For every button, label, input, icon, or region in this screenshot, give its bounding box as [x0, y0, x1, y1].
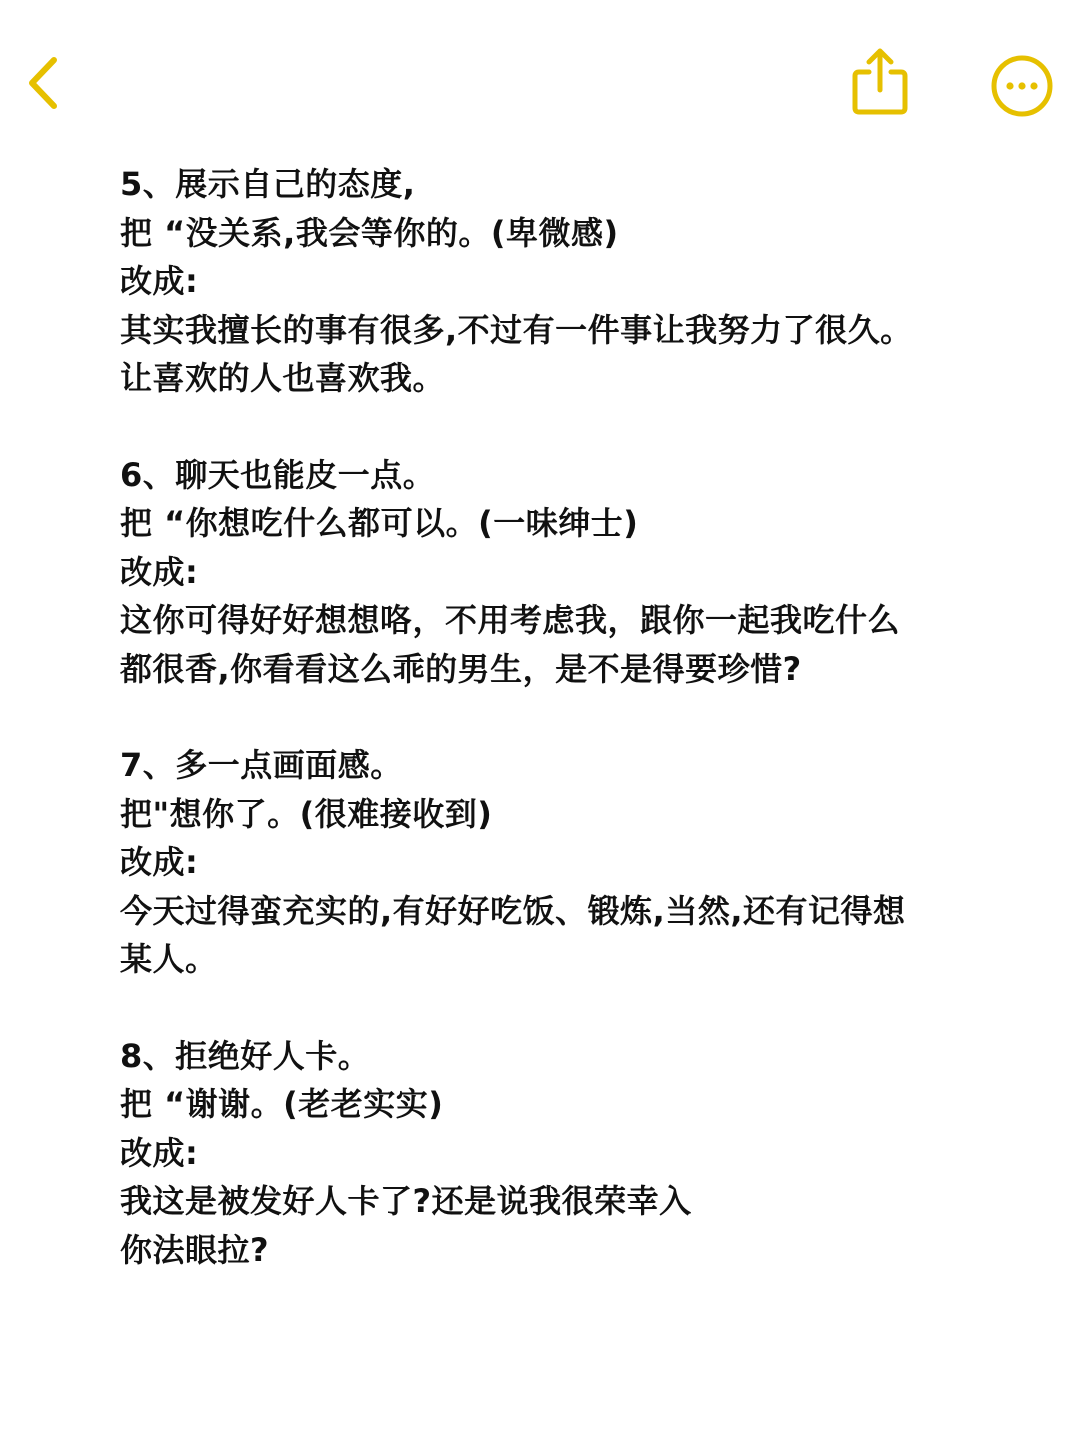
- more-button[interactable]: [986, 50, 1058, 122]
- change-label: 改成:: [120, 843, 199, 881]
- note-section: [120, 160, 1020, 403]
- rewrite-line: 今天过得蛮充实的,有好好吃饭、锻炼,当然,还有记得想: [120, 891, 906, 930]
- rewrite-line: 其实我擅长的事有很多,不过有一件事让我努力了很久。: [120, 310, 913, 349]
- original-phrase: 把 “你想吃什么都可以。(一味绅士): [120, 504, 639, 542]
- section-heading: 5、展示自己的态度,: [120, 165, 416, 203]
- rewrite-line: 都很香,你看看这么乖的男生，是不是得要珍惜?: [120, 649, 802, 688]
- share-icon: [845, 42, 915, 122]
- note-section: [120, 741, 1020, 984]
- change-label: 改成:: [120, 552, 199, 591]
- original-phrase: 把 “谢谢。(老老实实): [120, 1085, 444, 1123]
- note-body: [120, 160, 1020, 1322]
- note-section: [120, 1032, 1020, 1275]
- back-button[interactable]: [20, 50, 70, 116]
- section-heading: 8、拒绝好人卡。: [120, 1036, 371, 1075]
- navigation-bar: [0, 0, 1080, 160]
- rewrite-line: 我这是被发好人卡了?还是说我很荣幸入: [120, 1182, 692, 1220]
- rewrite-line: 你法眼拉?: [120, 1230, 270, 1269]
- change-label: 改成:: [120, 262, 199, 300]
- original-phrase: 把 “没关系,我会等你的。(卑微感): [120, 213, 619, 252]
- rewrite-line: 让喜欢的人也喜欢我。: [120, 359, 446, 397]
- original-phrase: 把"想你了。(很难接收到): [120, 794, 493, 833]
- more-icon: [986, 50, 1058, 122]
- section-heading: 6、聊天也能皮一点。: [120, 455, 436, 494]
- section-heading: 7、多一点画面感。: [120, 746, 403, 784]
- change-label: 改成:: [120, 1133, 199, 1172]
- share-button[interactable]: [845, 42, 915, 122]
- rewrite-line: 这你可得好好想想咯，不用考虑我，跟你一起我吃什么: [120, 601, 901, 639]
- rewrite-line: 某人。: [120, 940, 218, 978]
- note-section: [120, 451, 1020, 694]
- chevron-left-icon: [20, 50, 70, 116]
